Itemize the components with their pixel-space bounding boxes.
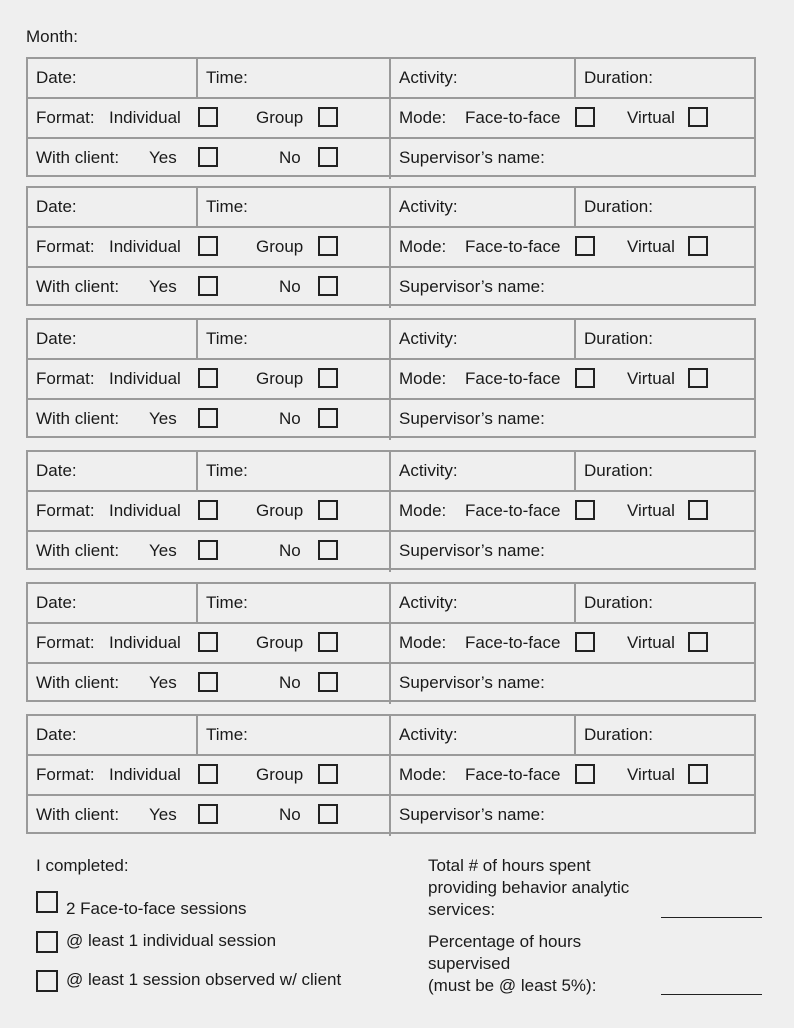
individual-checkbox[interactable] [198,500,218,520]
group-checkbox[interactable] [318,500,338,520]
no-label: No [279,148,301,167]
virtual-checkbox[interactable] [688,632,708,652]
month-label: Month: [26,27,78,46]
supervisor-label: Supervisor’s name: [399,673,545,692]
group-checkbox[interactable] [318,368,338,388]
entry-row-format-mode [28,99,754,139]
face-to-face-checkbox[interactable] [575,632,595,652]
individual-label: Individual [109,108,181,127]
individual-label: Individual [109,369,181,388]
format-label: Format: [36,108,95,127]
yes-label: Yes [149,409,177,428]
checklist-item-3: @ least 1 session observed w/ client [66,970,342,989]
duration-label: Duration: [584,329,653,348]
group-label: Group [256,501,304,520]
mode-label: Mode: [399,501,447,520]
date-label: Date: [36,593,77,612]
group-label: Group [256,237,304,256]
no-checkbox[interactable] [318,276,338,296]
no-label: No [279,805,301,824]
group-checkbox[interactable] [318,236,338,256]
entry-row-date-time [28,452,754,492]
individual-label: Individual [109,633,181,652]
face-to-face-label: Face-to-face [465,765,561,784]
supervisor-label: Supervisor’s name: [399,541,545,560]
virtual-checkbox[interactable] [688,500,708,520]
activity-label: Activity: [399,68,458,87]
individual-checkbox[interactable] [198,368,218,388]
activity-label: Activity: [399,197,458,216]
checklist-checkbox-2[interactable] [36,931,58,953]
entry-row-client-supervisor [28,796,754,836]
total-hours-label-line3: services: [428,900,496,919]
percentage-input-line[interactable] [661,994,762,995]
checklist-checkbox-3[interactable] [36,970,58,992]
mode-label: Mode: [399,633,447,652]
entry-row-client-supervisor [28,532,754,572]
entry-row-client-supervisor [28,268,754,308]
group-label: Group [256,765,304,784]
format-label: Format: [36,237,95,256]
individual-label: Individual [109,501,181,520]
supervisor-label: Supervisor’s name: [399,409,545,428]
entry-row-date-time [28,188,754,228]
with-client-label: With client: [36,409,120,428]
activity-label: Activity: [399,593,458,612]
duration-label: Duration: [584,197,653,216]
percentage-label-line3: (must be @ least 5%): [428,976,597,995]
format-label: Format: [36,501,95,520]
completed-heading: I completed: [36,856,129,875]
mode-label: Mode: [399,765,447,784]
individual-checkbox[interactable] [198,236,218,256]
percentage-label-line1: Percentage of hours [428,932,582,951]
entry-row-format-mode [28,228,754,268]
no-checkbox[interactable] [318,804,338,824]
date-label: Date: [36,197,77,216]
no-checkbox[interactable] [318,408,338,428]
duration-label: Duration: [584,461,653,480]
time-label: Time: [206,329,248,348]
activity-label: Activity: [399,461,458,480]
yes-label: Yes [149,148,177,167]
entry-row-format-mode [28,360,754,400]
virtual-label: Virtual [627,633,675,652]
time-label: Time: [206,593,248,612]
no-checkbox[interactable] [318,147,338,167]
yes-checkbox[interactable] [198,540,218,560]
virtual-label: Virtual [627,108,675,127]
face-to-face-label: Face-to-face [465,633,561,652]
virtual-checkbox[interactable] [688,764,708,784]
time-label: Time: [206,68,248,87]
virtual-label: Virtual [627,501,675,520]
entry-row-format-mode [28,756,754,796]
face-to-face-label: Face-to-face [465,369,561,388]
supervisor-label: Supervisor’s name: [399,277,545,296]
individual-checkbox[interactable] [198,107,218,127]
no-label: No [279,541,301,560]
virtual-checkbox[interactable] [688,236,708,256]
face-to-face-label: Face-to-face [465,501,561,520]
with-client-label: With client: [36,673,120,692]
yes-label: Yes [149,673,177,692]
supervisor-label: Supervisor’s name: [399,805,545,824]
checklist-item-1: 2 Face-to-face sessions [66,899,247,918]
duration-label: Duration: [584,68,653,87]
yes-checkbox[interactable] [198,147,218,167]
entry-row-client-supervisor [28,664,754,704]
yes-checkbox[interactable] [198,408,218,428]
date-label: Date: [36,725,77,744]
supervision-entry [26,318,756,438]
activity-label: Activity: [399,725,458,744]
with-client-label: With client: [36,277,120,296]
entry-row-client-supervisor [28,400,754,440]
face-to-face-checkbox[interactable] [575,500,595,520]
time-label: Time: [206,197,248,216]
no-checkbox[interactable] [318,672,338,692]
format-label: Format: [36,765,95,784]
mode-label: Mode: [399,369,447,388]
supervision-entry [26,582,756,702]
entry-row-date-time [28,584,754,624]
individual-label: Individual [109,237,181,256]
individual-checkbox[interactable] [198,632,218,652]
virtual-label: Virtual [627,765,675,784]
mode-label: Mode: [399,108,447,127]
total-hours-input-line[interactable] [661,917,762,918]
yes-label: Yes [149,541,177,560]
yes-checkbox[interactable] [198,672,218,692]
yes-checkbox[interactable] [198,804,218,824]
entry-row-format-mode [28,624,754,664]
date-label: Date: [36,329,77,348]
face-to-face-checkbox[interactable] [575,236,595,256]
no-checkbox[interactable] [318,540,338,560]
checklist-item-2: @ least 1 individual session [66,931,277,950]
no-label: No [279,673,301,692]
no-label: No [279,277,301,296]
supervision-entry [26,186,756,306]
face-to-face-label: Face-to-face [465,108,561,127]
supervision-entry [26,57,756,177]
face-to-face-checkbox[interactable] [575,764,595,784]
individual-checkbox[interactable] [198,764,218,784]
date-label: Date: [36,461,77,480]
percentage-label-line2: supervised [428,954,511,973]
with-client-label: With client: [36,541,120,560]
virtual-checkbox[interactable] [688,107,708,127]
supervisor-label: Supervisor’s name: [399,148,545,167]
date-label: Date: [36,68,77,87]
total-hours-label-line1: Total # of hours spent [428,856,591,875]
entry-row-format-mode [28,492,754,532]
supervision-entry [26,450,756,570]
entry-row-client-supervisor [28,139,754,179]
group-checkbox[interactable] [318,107,338,127]
format-label: Format: [36,633,95,652]
virtual-label: Virtual [627,237,675,256]
group-label: Group [256,369,304,388]
entry-row-date-time [28,59,754,99]
activity-label: Activity: [399,329,458,348]
individual-label: Individual [109,765,181,784]
group-checkbox[interactable] [318,764,338,784]
face-to-face-checkbox[interactable] [575,368,595,388]
total-hours-label-line2: providing behavior analytic [428,878,630,897]
group-checkbox[interactable] [318,632,338,652]
yes-checkbox[interactable] [198,276,218,296]
time-label: Time: [206,725,248,744]
entry-row-date-time [28,320,754,360]
entry-row-date-time [28,716,754,756]
face-to-face-label: Face-to-face [465,237,561,256]
yes-label: Yes [149,277,177,296]
group-label: Group [256,633,304,652]
checklist-checkbox-1[interactable] [36,891,58,913]
duration-label: Duration: [584,593,653,612]
mode-label: Mode: [399,237,447,256]
format-label: Format: [36,369,95,388]
virtual-checkbox[interactable] [688,368,708,388]
group-label: Group [256,108,304,127]
face-to-face-checkbox[interactable] [575,107,595,127]
time-label: Time: [206,461,248,480]
no-label: No [279,409,301,428]
with-client-label: With client: [36,148,120,167]
supervision-entry [26,714,756,834]
yes-label: Yes [149,805,177,824]
with-client-label: With client: [36,805,120,824]
duration-label: Duration: [584,725,653,744]
virtual-label: Virtual [627,369,675,388]
